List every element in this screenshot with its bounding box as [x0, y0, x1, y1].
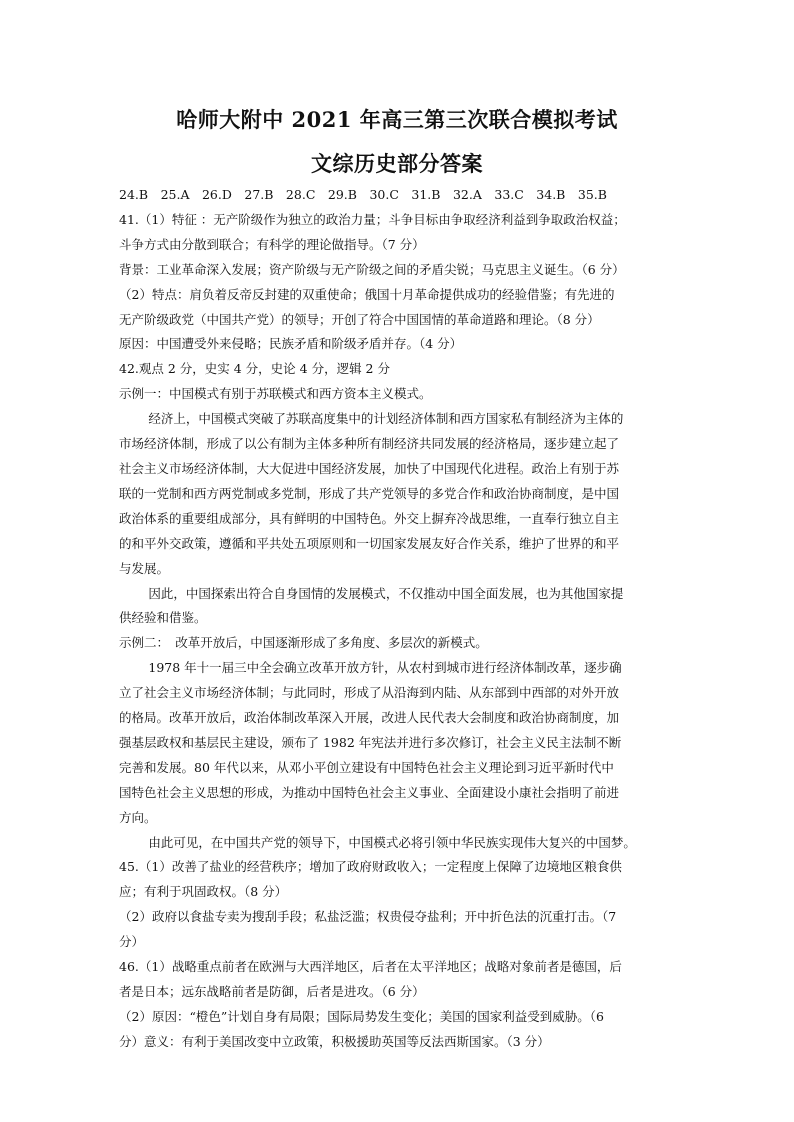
- q45-line: 分）: [119, 934, 145, 950]
- document-title: 哈师大附中 2021 年高三第三次联合模拟考试: [176, 107, 618, 132]
- q46-line: （2）原因：“橙色”计划自身有局限；国际局势发生变化；美国的国家利益受到威胁。（6: [119, 1008, 604, 1024]
- q42-paragraph-line: 完善和发展。80 年代以来，从邓小平创立建设有中国特色社会主义理论到习近平新时代中: [119, 759, 614, 775]
- q42-paragraph-line: 因此，中国探索出符合自身国情的发展模式，不仅推动中国全面发展，也为其他国家提: [148, 585, 624, 601]
- q45-line: 应；有利于巩固政权。（8 分）: [119, 884, 288, 900]
- q42-paragraph-line: 政治体系的重要组成部分，具有鲜明的中国特色。外交上摒弃冷战思维，一直奉行独立自主: [119, 510, 620, 526]
- document-subtitle: 文综历史部分答案: [311, 151, 483, 176]
- answer-body: [119, 183, 679, 1055]
- q42-line: 42.观点 2 分，史实 4 分，史论 4 分，逻辑 2 分: [119, 361, 390, 377]
- q42-paragraph-line: 的和平外交政策，遵循和平共处五项原则和一切国家发展友好合作关系，维护了世界的和平: [119, 535, 620, 551]
- q41-line: 无产阶级政党（中国共产党）的领导；开创了符合中国国情的革命道路和理论。（8 分）: [119, 311, 600, 327]
- q42-paragraph-line: 国特色社会主义思想的形成，为推动中国特色社会主义事业、全面建设小康社会指明了前进: [119, 784, 620, 800]
- q42-line: 示例二： 改革开放后，中国逐渐形成了多角度、多层次的新模式。: [119, 635, 488, 651]
- q42-paragraph-line: 市场经济体制，形成了以公有制为主体多种所有制经济共同发展的经济格局，逐步建立起了: [119, 436, 620, 452]
- q46-line: 分）意义：有利于美国改变中立政策，积极援助英国等反法西斯国家。（3 分）: [119, 1033, 550, 1049]
- q42-paragraph-line: 的格局。改革开放后，政治体制改革深入开展，改进人民代表大会制度和政治协商制度，加: [119, 710, 620, 726]
- q42-paragraph-line: 由此可见，在中国共产党的领导下，中国模式必将引领中华民族实现伟大复兴的中国梦。: [148, 834, 636, 850]
- q46-line: 者是日本；远东战略前者是防御，后者是进攻。（6 分）: [119, 984, 425, 999]
- q42-paragraph-line: 联的一党制和西方两党制或多党制，形成了共产党领导的多党合作和政治协商制度，是中国: [119, 485, 620, 501]
- q42-paragraph-line: 供经验和借鉴。: [119, 610, 207, 626]
- q42-paragraph-line: 立了社会主义市场经济体制；与此同时，形成了从沿海到内陆、从东部到中西部的对外开放: [119, 685, 620, 701]
- q41-line: 41.（1）特征 ：无产阶级作为独立的政治力量；斗争目标由争取经济利益到争取政治权益；: [119, 211, 626, 227]
- q42-paragraph-line: 社会主义市场经济体制，大大促进中国经济发展，加快了中国现代化进程。政治上有别于苏: [119, 460, 620, 476]
- q42-line: 示例一：中国模式有别于苏联模式和西方资本主义模式。: [119, 386, 432, 402]
- q46-line: 46.（1）战略重点前者在欧洲与大西洋地区，后者在太平洋地区；战略对象前者是德国，后: [119, 959, 622, 975]
- q42-paragraph-line: 强基层政权和基层民主建设，颁布了 1982 年宪法并进行多次修订，社会主义民主法制不断: [119, 734, 622, 750]
- q42-paragraph-line: 与发展。: [119, 560, 170, 576]
- q41-line: 原因：中国遭受外来侵略；民族矛盾和阶级矛盾并存。（4 分）: [119, 336, 463, 352]
- q42-paragraph-line: 经济上，中国模式突破了苏联高度集中的计划经济体制和西方国家私有制经济为主体的: [148, 411, 624, 427]
- q42-paragraph-line: 1978 年十一届三中全会确立改革开放方针，从农村到城市进行经济体制改革，逐步确: [148, 660, 622, 676]
- q41-line: 背景：工业革命深入发展；资产阶级与无产阶级之间的矛盾尖锐；马克思主义诞生。（6 分）: [119, 261, 625, 277]
- q41-line: 斗争方式由分散到联合；有科学的理论做指导。（7 分）: [119, 236, 425, 252]
- q45-line: 45.（1）改善了盐业的经营秩序；增加了政府财政收入；一定程度上保障了边境地区粮食供: [119, 859, 622, 875]
- q41-line: （2）特点：肩负着反帝反封建的双重使命；俄国十月革命提供成功的经验借鉴；有先进的: [119, 286, 615, 302]
- choice-answers-line: 24.B 25.A 26.D 27.B 28.C 29.B 30.C 31.B 32.A 33.C 34.B 35.B: [119, 187, 607, 202]
- q42-paragraph-line: 方向。: [119, 809, 157, 825]
- q45-line: （2）政府以食盐专卖为搜刮手段；私盐泛滥；权贵侵夺盐利；开中折色法的沉重打击。（7: [119, 909, 617, 925]
